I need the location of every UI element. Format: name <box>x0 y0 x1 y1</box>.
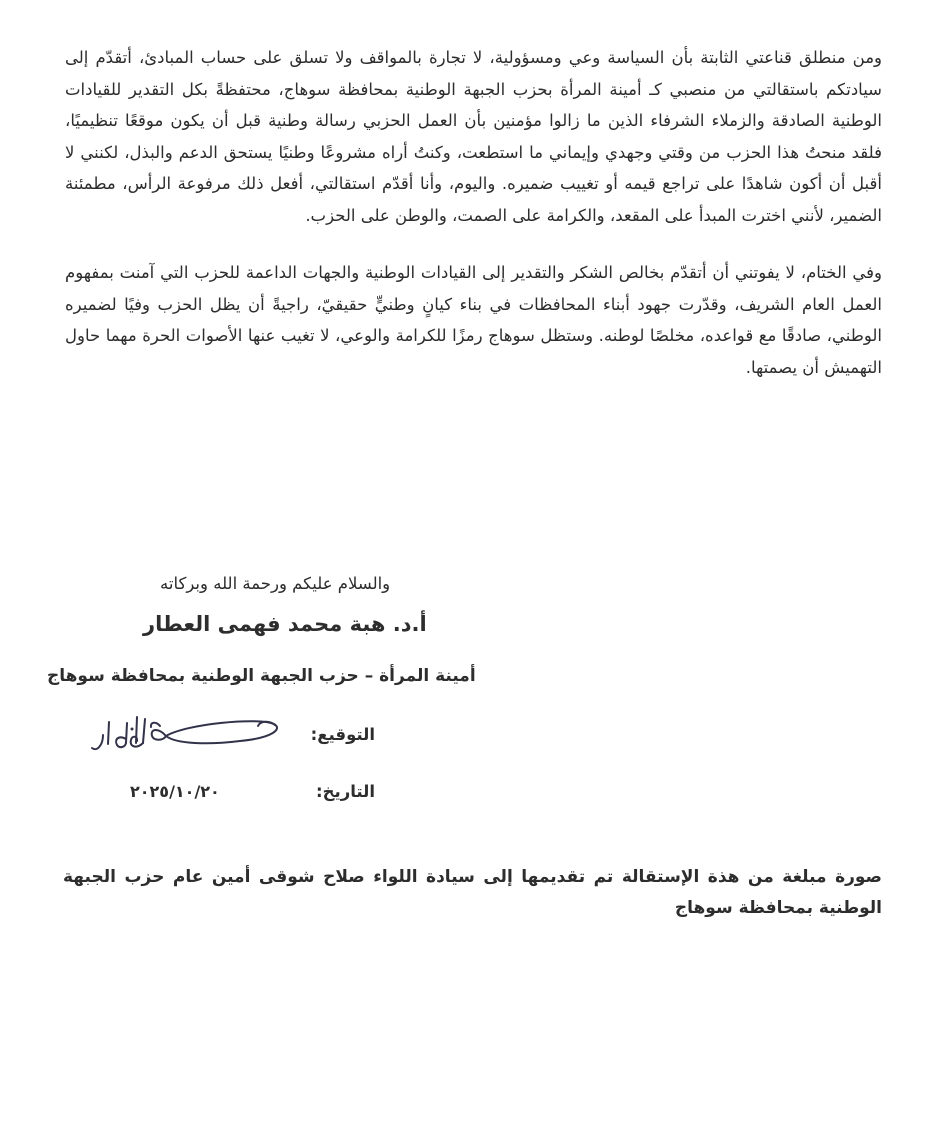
paragraph-resignation: ومن منطلق قناعتي الثابتة بأن السياسة وعي ومسؤولية، لا تجارة بالمواقف ولا تسلق على حساب المبادئ، أتقدّم إلى سيادتكم باستقالتي من منصبي كـ أمينة المرأة بحزب الجبهة الوطنية بمحافظة سوهاج، محتفظةً بكل التقدير للقيادات الوطنية الصادقة والزملاء الشرفاء الذين ما زالوا مؤمنين بأن العمل الحزبي رسالة وطنية قبل أن يكون موقعًا تنظيميًا، فلقد منحتُ هذا الحزب من وقتي وجهدي وإيماني ما استطعت، وكنتُ أراه مشروعًا وطنيًا يستحق الدعم والبذل، لكنني لا أقبل أن أكون شاهدًا على تراجع قيمه أو تغييب ضميره. واليوم، وأنا أقدّم استقالتي، أفعل ذلك مرفوعة الرأس، مطمئنة الضمير، لأنني اخترت المبدأ على المقعد، والكرامة على الصمت، والوطن على الحزب. <box>65 48 882 225</box>
footer-copy-note: صورة مبلغة من هذة الإستقالة تم تقديمها إلى سيادة اللواء صلاح شوقى أمين عام حزب الجبهة الوطنية بمحافظة سوهاج <box>63 867 882 918</box>
signature-row <box>90 708 375 760</box>
signatory-title: أمينة المرأة – حزب الجبهة الوطنية بمحافظة سوهاج <box>47 666 476 686</box>
paragraph-closing-thanks: وفي الختام، لا يفوتني أن أتقدّم بخالص الشكر والتقدير إلى القيادات الوطنية والجهات الداعمة للحزب التي آمنت بمفهوم العمل العام الشريف، وقدّرت جهود أبناء المحافظات في بناء كيانٍ وطنيٍّ حقيقيّ، راجيةً أن يظل الحزب وفيًا لضميره الوطني، صادقًا مع قواعده، مخلصًا لوطنه. وستظل سوهاج رمزًا للكرامة والوعي، لا تغيب عنها الأصوات الحرة مهما حاول التهميش أن يصمتها. <box>65 263 882 377</box>
date-row <box>90 774 375 808</box>
date-value: ٢٠٢٥/١٠/٢٠ <box>130 781 220 801</box>
signature-label: التوقيع: <box>310 724 375 744</box>
date-label: التاريخ: <box>316 781 375 801</box>
letter-body <box>0 0 945 383</box>
closing-salam: والسلام عليكم ورحمة الله وبركاته <box>160 574 391 593</box>
handwritten-signature <box>90 709 286 759</box>
signatory-name: أ.د. هبة محمد فهمى العطار <box>143 612 427 636</box>
